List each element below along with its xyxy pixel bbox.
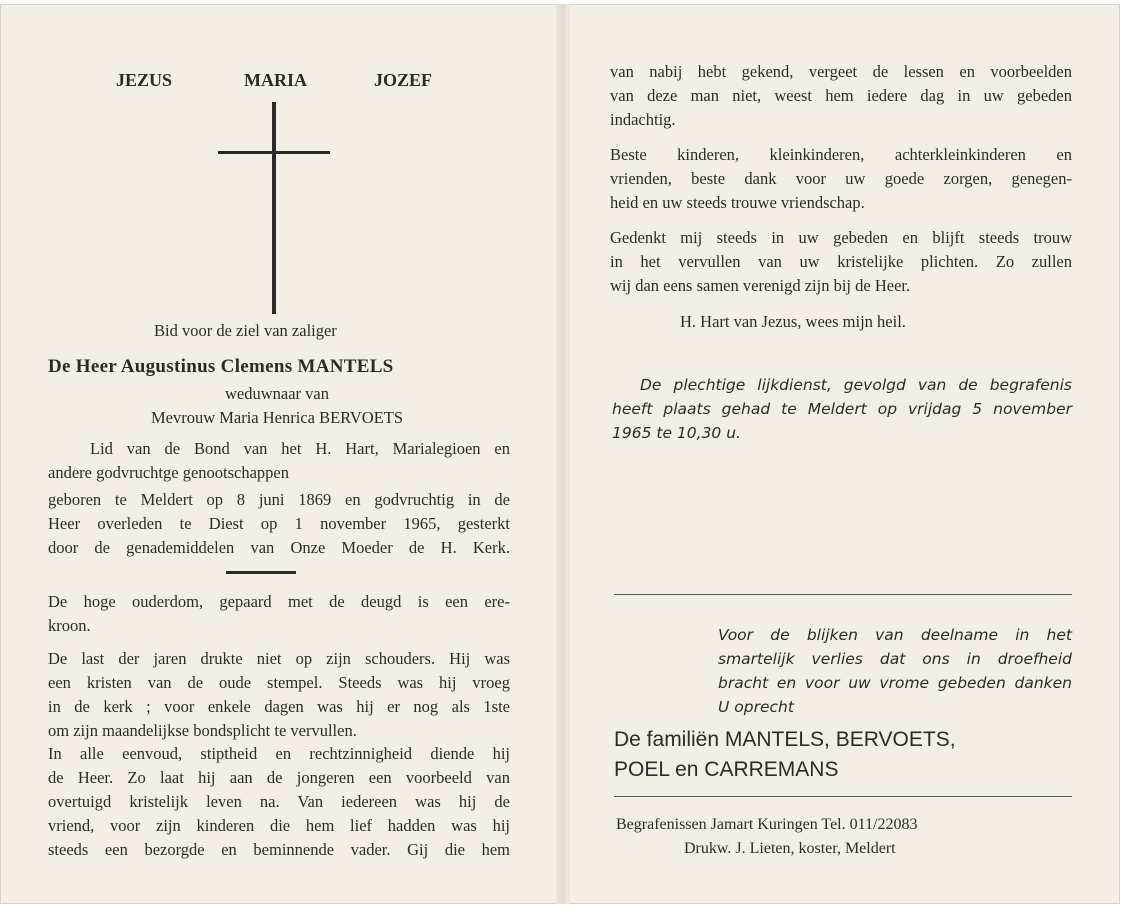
spouse-name: Mevrouw Maria Henrica BERVOETS: [150, 408, 404, 427]
right-paragraph-2: [610, 143, 1072, 215]
text-line: smartelijk verlies dat ons in droefheid: [718, 650, 1072, 668]
deceased-name: De Heer Augustinus Clemens MANTELS: [48, 356, 394, 377]
invocation: H. Hart van Jezus, wees mijn heil.: [680, 312, 906, 331]
undertaker: Begrafenissen Jamart Kuringen Tel. 011/22083: [616, 816, 918, 833]
divider-bottom: [614, 796, 1072, 797]
text-line: wij dan eens samen verenigd zijn bij de Heer.: [610, 276, 911, 295]
text-line: indachtig.: [610, 110, 676, 129]
printer: Drukw. J. Lieten, koster, Meldert: [684, 840, 896, 857]
text-line: een kristen van de oude stempel. Steeds was hij vroeg: [48, 673, 510, 692]
pray-line: Bid voor de ziel van zaliger: [154, 321, 337, 340]
right-paragraph-1: [610, 60, 1072, 132]
text-line: geboren te Meldert op 8 juni 1869 en godvruchtig in de: [48, 490, 510, 509]
text-line: 1965 te 10,30 u.: [612, 424, 741, 442]
header-names: [44, 70, 510, 94]
name-maria: MARIA: [244, 70, 307, 90]
text-line: overtuigd kristelijk leven na. Van iedereen was hij de: [48, 792, 510, 811]
birth-death: [48, 488, 510, 560]
paragraph-2: [48, 647, 510, 743]
thanks-note: [718, 623, 1072, 719]
paragraph-3: [48, 742, 510, 862]
text-line: POEL en CARREMANS: [614, 758, 839, 781]
text-line: In alle eenvoud, stiptheid en rechtzinnigheid diende hij: [48, 744, 510, 763]
name-jezus: JEZUS: [116, 70, 173, 90]
text-line: De last der jaren drukte niet op zijn schouders. Hij was: [48, 649, 510, 668]
separator: [226, 571, 296, 574]
name-jozef: JOZEF: [374, 70, 433, 90]
card-fold: [556, 4, 570, 904]
text-line: bracht en voor uw vrome gebeden danken: [718, 674, 1072, 692]
text-line: de Heer. Zo laat hij aan de jongeren een voorbeeld van: [48, 768, 510, 787]
text-line: Voor de blijken van deelname in het: [718, 626, 1072, 644]
funeral-notice: [612, 373, 1072, 445]
text-line: Beste kinderen, kleinkinderen, achterkleinkinderen en: [610, 145, 1072, 164]
text-line: Gedenkt mij steeds in uw gebeden en blijft steeds trouw: [610, 228, 1072, 247]
text-line: Lid van de Bond van het H. Hart, Marialegioen en: [90, 439, 510, 458]
text-line: om zijn maandelijkse bondsplicht te vervullen.: [48, 721, 357, 740]
text-line: andere godvruchtge genootschappen: [48, 463, 289, 482]
text-line: in het vervullen van uw kristelijke plichten. Zo zullen: [610, 252, 1072, 271]
text-line: Heer overleden te Diest op 1 november 1965, gesterkt: [48, 514, 510, 533]
text-line: van deze man niet, weest hem iedere dag in uw gebeden: [610, 86, 1072, 105]
text-line: heid en uw steeds trouwe vriendschap.: [610, 193, 865, 212]
text-line: vriend, voor zijn kinderen die hem lief hadden was hij: [48, 816, 510, 835]
paragraph-1: [48, 590, 510, 638]
text-line: De hoge ouderdom, gepaard met de deugd is een ere-: [48, 592, 510, 611]
text-line: kroon.: [48, 616, 91, 635]
families: [614, 725, 1074, 785]
divider-top: [614, 594, 1072, 595]
right-paragraph-3: [610, 226, 1072, 298]
cross-bar: [218, 151, 330, 154]
membership: [48, 437, 510, 485]
text-line: steeds een bezorgde en beminnende vader. Gij die hem: [48, 840, 510, 859]
text-line: vrienden, beste dank voor uw goede zorgen, genegen-: [610, 169, 1072, 188]
text-line: U oprecht: [718, 698, 794, 716]
widower-of: weduwnaar van: [225, 384, 329, 403]
text-line: De familiën MANTELS, BERVOETS,: [614, 728, 956, 751]
text-line: heeft plaats gehad te Meldert op vrijdag 5 november: [612, 400, 1072, 418]
text-line: door de genademiddelen van Onze Moeder de H. Kerk.: [48, 538, 510, 557]
text-line: De plechtige lijkdienst, gevolgd van de begrafenis: [640, 376, 1072, 394]
cross-icon: [272, 102, 276, 314]
text-line: van nabij hebt gekend, vergeet de lessen en voorbeelden: [610, 62, 1072, 81]
text-line: in de kerk ; voor enkele dagen was hij er nog als 1ste: [48, 697, 510, 716]
